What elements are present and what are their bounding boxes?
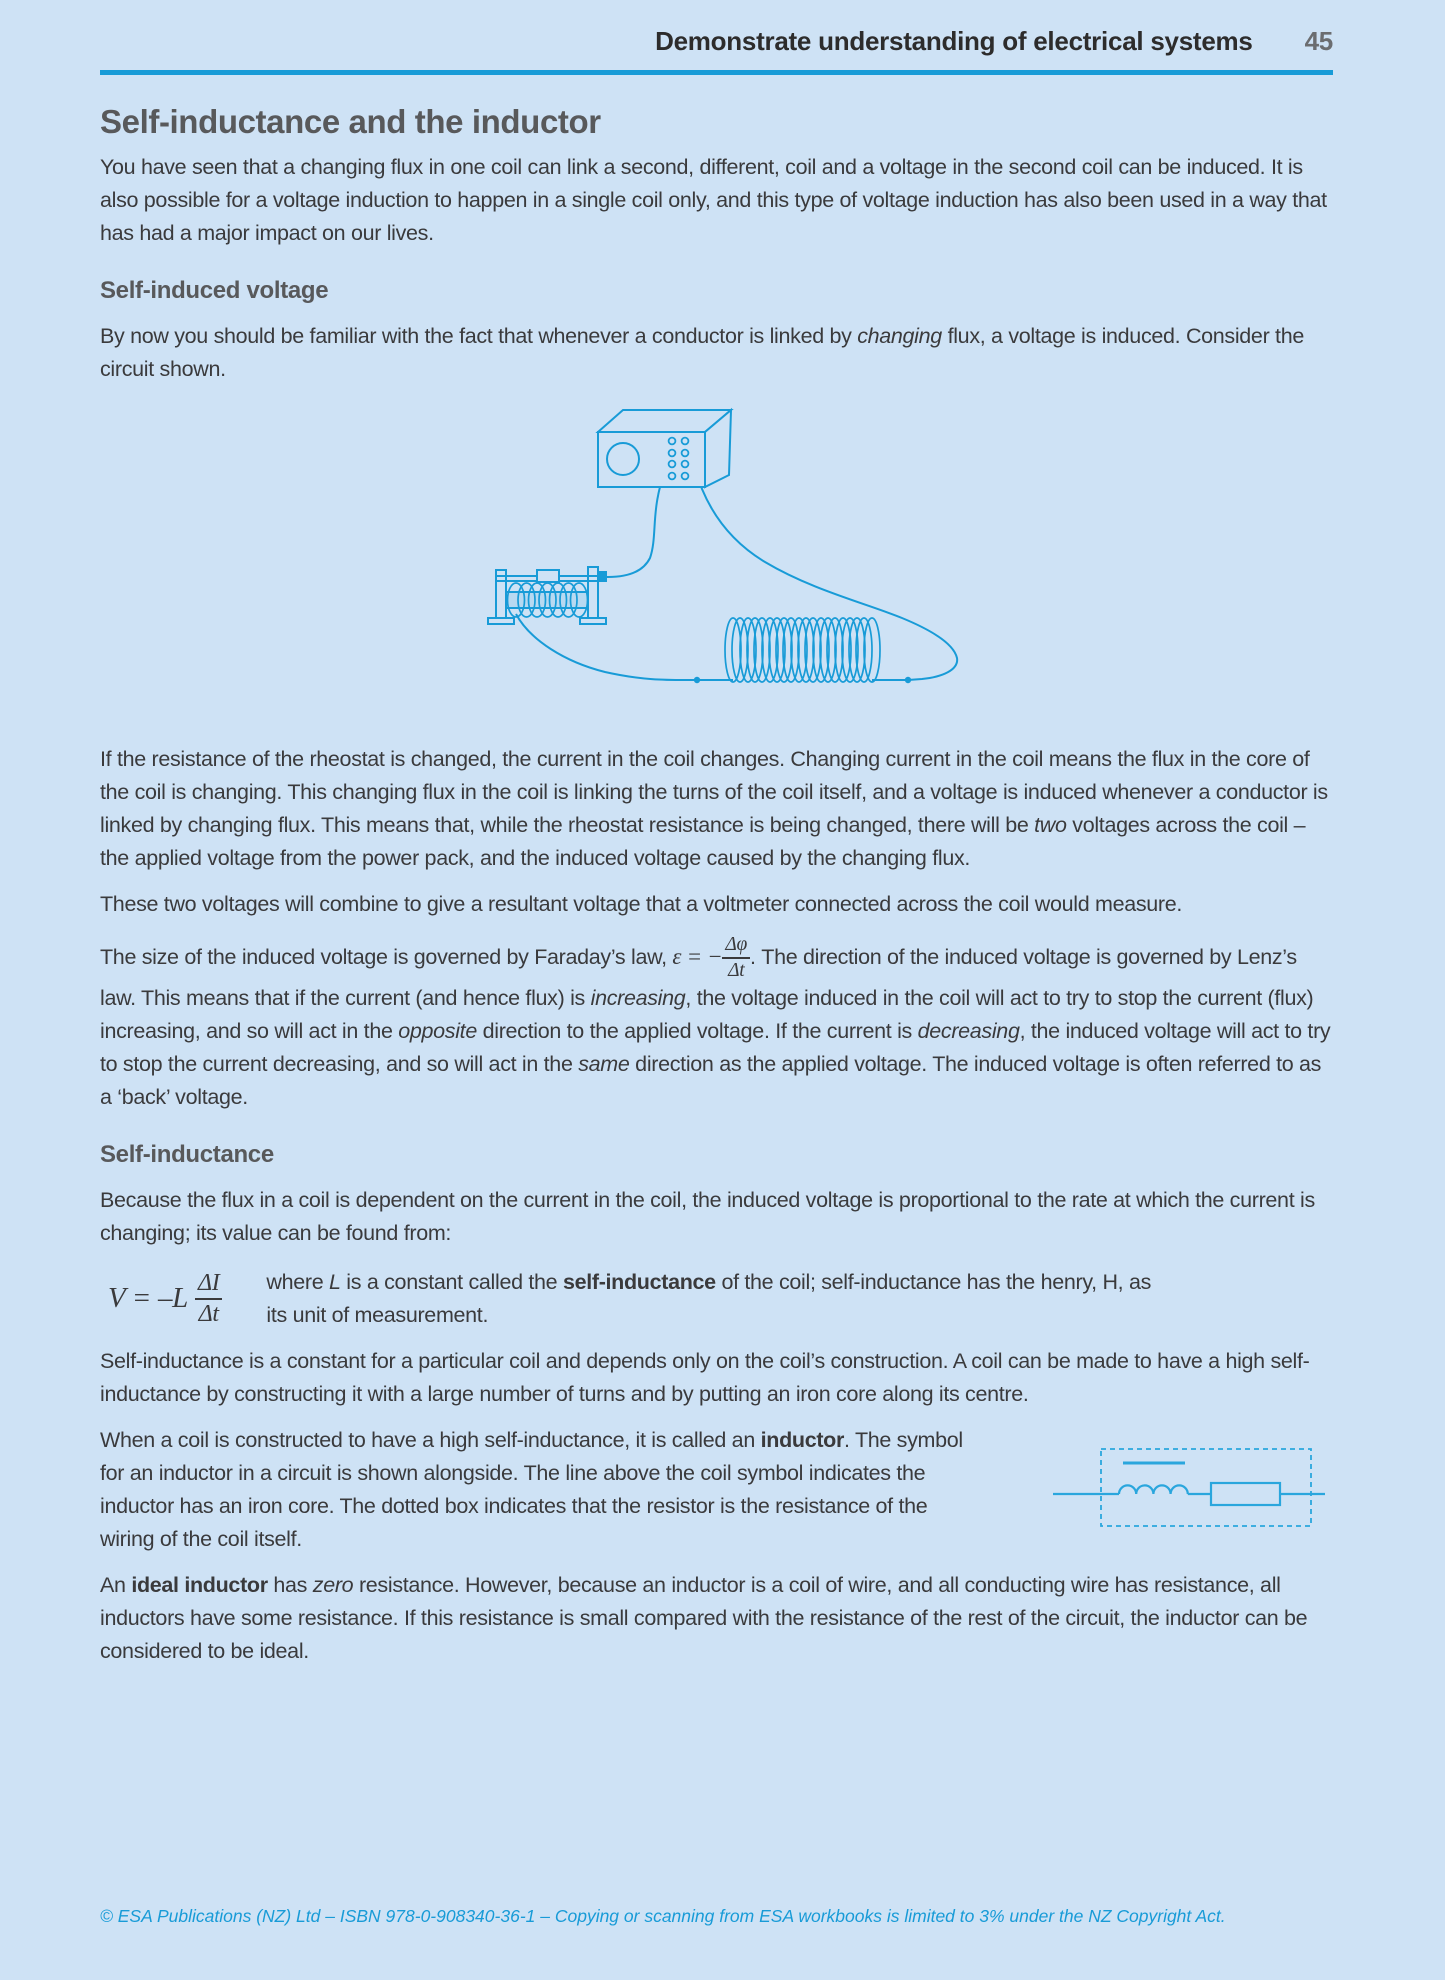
self-induced-voltage-paragraph-2: If the resistance of the rheostat is changed, the current in the coil changes. Changing current in the coil means the flux in the core of the coil is changing. This changing flux in the coil is linking the turns of the coil itself, and a voltage is induced whenever a conductor is linked by changing flux. This means that, while the rheostat resistance is being changed, there will be two voltages across the coil – the applied voltage from the power pack, and the induced voltage caused by the changing flux. <box>100 747 1328 870</box>
self-inductance-formula-denominator: Δt <box>198 1300 219 1327</box>
running-header-title: Demonstrate understanding of electrical systems <box>655 26 1253 56</box>
copyright-footer <box>100 1906 1226 1927</box>
page-content <box>0 105 1445 1668</box>
section-heading-self-induced-voltage: Self-induced voltage <box>100 277 329 304</box>
rheostat-illustration <box>488 567 606 624</box>
page-number: 45 <box>1304 26 1333 56</box>
rheostat-left-post <box>496 570 506 618</box>
section-heading-self-inductance: Self-inductance <box>100 1140 274 1168</box>
self-induced-voltage-paragraph-1: By now you should be familiar with the fact that whenever a conductor is linked by changing flux, a voltage is induced. Consider the circuit shown. <box>100 324 1304 381</box>
self-inductance-formula-numerator: ΔI <box>195 1270 222 1300</box>
self-inductance-paragraph-2: Self-inductance is a constant for a particular coil and depends only on the coil’s construction. A coil can be made to have a high self-inductance by constructing it with a large number of turns and by putting an iron core along its centre. <box>100 1348 1310 1406</box>
rheostat-terminal <box>598 572 606 581</box>
self-inductance-formula <box>100 1270 222 1328</box>
power-pack-illustration <box>598 410 731 487</box>
faraday-text-before: The size of the induced voltage is governed by Faraday’s law, <box>100 944 673 969</box>
wire-paths <box>516 441 957 683</box>
formula-note: where L is a constant called the self-inductance of the coil; self-inductance has the henry, H, as its unit of measurement. <box>266 1269 1152 1327</box>
inductor-row <box>100 1424 1333 1556</box>
faraday-formula-numerator: Δφ <box>722 934 750 959</box>
copyright-notice: © ESA Publications (NZ) Ltd – ISBN 978-0-908340-36-1 – Copying or scanning from ESA workbooks is limited to 3% under the NZ Copyright Act. <box>100 1906 1226 1926</box>
intro-paragraph: You have seen that a changing flux in one coil can link a second, different, coil and a voltage in the second coil can be induced. It is also possible for a voltage induction to happen in a single coil only, and this type of voltage induction has also been used in a way that has had a major impact on our lives. <box>100 155 1327 245</box>
faraday-formula-lhs: ε = − <box>672 943 723 969</box>
self-inductance-formula-lhs: V = –L <box>108 1282 188 1315</box>
rheostat-right-post <box>588 567 598 618</box>
faraday-paragraph <box>100 934 1333 1114</box>
self-induced-voltage-paragraph-3: These two voltages will combine to give a resultant voltage that a voltmeter connected across the coil would measure. <box>100 892 1183 916</box>
inductor-paragraph: When a coil is constructed to have a high self-inductance, it is called an inductor. The symbol for an inductor in a circuit is shown alongside. The line above the coil symbol indicates the inductor has an iron core. The dotted box indicates that the resistor is the resistance of the wiring of the coil itself. <box>100 1427 963 1551</box>
inductor-symbol-diagram <box>1043 1432 1333 1547</box>
page-title: Self-inductance and the inductor <box>100 103 601 140</box>
wire-rheostat-to-coil <box>516 614 733 680</box>
rheostat-slider <box>537 570 559 582</box>
wire-junction-dot-left <box>694 677 700 683</box>
running-header <box>0 0 1445 57</box>
rheostat-right-foot <box>580 618 606 624</box>
self-inductance-paragraph-1: Because the flux in a coil is dependent on the current in the coil, the induced voltage is proportional to the rate at which the current is changing; its value can be found from: <box>100 1187 1315 1245</box>
faraday-text-after: . The direction of the induced voltage is governed by Lenz’s law. This means that if the current (and hence flux) is increasing, the voltage induced in the coil will act to try to stop the current (flux) increasing, and so will act in the opposite direction to the applied voltage. If the current is decreasing, the induced voltage will act to try to stop the current decreasing, and so will act in the same direction as the applied voltage. The induced voltage is often referred to as a ‘back’ voltage. <box>100 944 1331 1109</box>
coil-illustration <box>725 618 880 682</box>
circuit-figure <box>100 400 1333 730</box>
coil-symbol <box>1119 1486 1188 1495</box>
header-rule <box>100 70 1333 75</box>
faraday-formula-denominator: Δt <box>728 959 745 981</box>
ideal-inductor-paragraph: An ideal inductor has zero resistance. However, because an inductor is a coil of wire, and all conducting wire has resistance, all inductors have some resistance. If this resistance is small compared with the resistance of the rest of the circuit, the inductor can be considered to be ideal. <box>100 1572 1308 1663</box>
resistor-symbol <box>1211 1483 1280 1505</box>
circuit-diagram <box>340 400 1080 730</box>
formula-row <box>100 1266 1333 1332</box>
rheostat-left-foot <box>488 618 514 624</box>
wire-junction-dot-right <box>905 677 911 683</box>
